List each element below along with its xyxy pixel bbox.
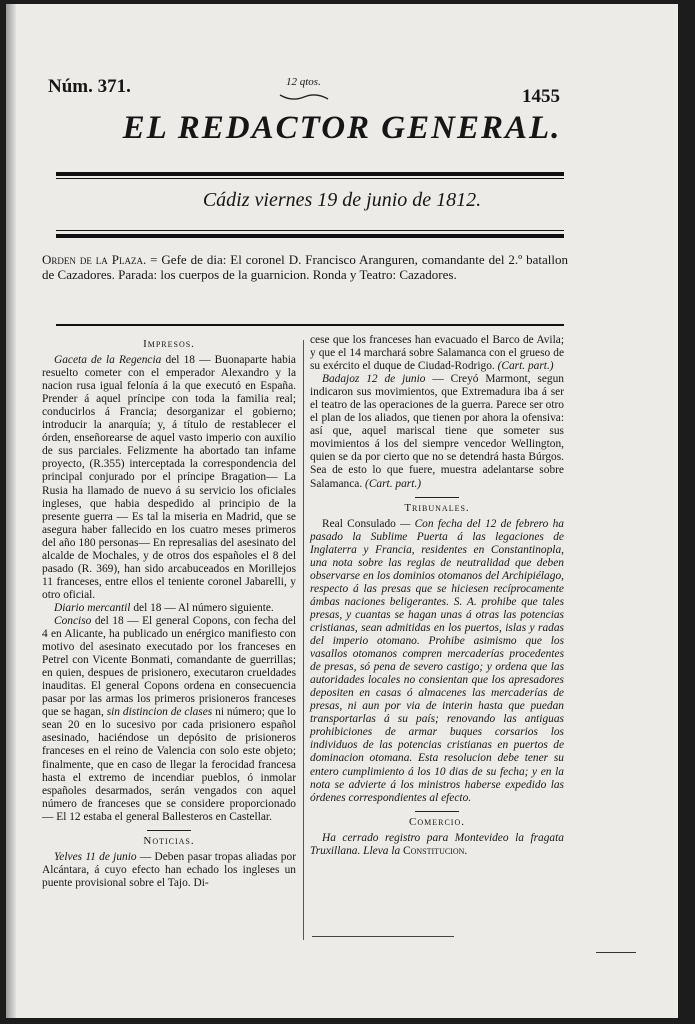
issue-price: 12 qtos.	[286, 76, 321, 88]
edge-rule	[596, 952, 636, 953]
newspaper-title: EL REDACTOR GENERAL.	[122, 110, 562, 146]
article-yelves	[42, 851, 296, 890]
article-comercio	[310, 832, 564, 858]
badajoz-source: (Cart. part.)	[362, 477, 422, 490]
article-diario	[42, 602, 296, 615]
page-binding-shadow	[6, 4, 16, 1018]
section-divider	[415, 497, 459, 498]
continuation-source: (Cart. part.)	[494, 360, 554, 373]
gaceta-title: Gaceta de la Regencia	[54, 354, 162, 367]
diario-title: Diario mercantil	[54, 601, 131, 614]
conciso-title: Conciso	[54, 614, 92, 627]
continuation-text: cese que los franceses han evacuado el Barco de Avila; y que el 14 marchará sobre Salamanca con el grueso de su exército el duque de Ciudad-Rodrigo.	[310, 334, 564, 373]
consulado-text: — Con fecha del 12 de febrero ha pasado la Sublime Puerta á las legaciones de Inglaterra y Francia, residentes en Constantinopla, una nota sobre las reglas de neutralidad que deben observarse en los dominios otomanos del Archipiélago, respecto á las presas que se hiciesen recíprocamente ámbas naciones beligerantes. S. A. prohibe que tales presas, y cuantas se hagan unas á otras las potencias cristianas, sean admitidas en los puertos, islas y radas del imperio otomano. Prohibe asimismo que los vasallos otomanos compren mercaderías procedentes de presas, só pena de severo castigo; y ordena que las autoridades locales no consientan que los apresadores depositen en casas ó almacenes las mercaderías de presas, ni aun por via de interin hasta que puedan transportarlas á su país; renovando las antiguas prohibiciones de armar buques corsarios los individuos de las potencias cristianas en puertos de dominacion otomana. Esta resolucion debe tener su entero cumplimiento á los 10 dias de su fecha; y en la nota se advierte á los ministros haberse expedido las órdenes correspondientes al efecto.	[310, 517, 565, 804]
orden-text: = Gefe de dia: El coronel D. Francisco Aranguren, comandante del 2.º batallon de Cazadores. Parada: los cuerpos de la guarnicion. Ronda y Teatro: Cazadores.	[42, 252, 569, 282]
article-conciso	[42, 615, 296, 824]
page-number: 1455	[522, 86, 560, 107]
article-continuation	[310, 334, 564, 373]
conciso-text-continued: ni número; que lo sean 20 en lo sucesivo por cada prisionero español asesinado, haciéndose un depósito de prisioneros franceses en el reino de Valencia con solo este objeto; finalmente, que en caso de llegar la ferocidad francesa hasta el extremo de incendiar pueblos, ó inmolar españoles desarmados, serán vengados con aquel número de franceses que se considere proporcionado — El 12 estaba el general Ballesteros en Castellar.	[42, 706, 296, 823]
diario-text: del 18 — Al número siguiente.	[130, 601, 274, 614]
consulado-title: Real Consulado	[322, 517, 396, 530]
column-divider	[303, 340, 304, 940]
yelves-text: — Deben pasar tropas aliadas por Alcántara, á cuyo efecto han echado los ingleses un puente provisional sobre el Tajo. Di-	[42, 850, 296, 889]
section-heading-noticias: Noticias.	[143, 834, 195, 847]
orden-de-la-plaza	[42, 252, 568, 282]
left-column	[42, 334, 296, 890]
yelves-title: Yelves 11 de junio	[54, 850, 137, 863]
section-heading-impresos: Impresos.	[143, 338, 195, 350]
section-heading-comercio: Comercio.	[409, 815, 465, 828]
columns-top-rule	[56, 324, 564, 326]
dateline: Cádiz viernes 19 de junio de 1812.	[202, 189, 482, 211]
section-heading-tribunales: Tribunales.	[404, 501, 470, 514]
masthead-rule-top	[56, 172, 564, 176]
issue-number: Núm. 371.	[48, 76, 131, 97]
comercio-emphasis: Constitucion.	[403, 844, 468, 857]
ornament-flourish-icon	[278, 92, 330, 102]
section-divider	[147, 830, 191, 831]
masthead-rule-top-thin	[56, 178, 564, 179]
dateline-rule-thin	[56, 230, 564, 231]
right-column	[310, 334, 564, 858]
bottom-rule	[312, 936, 454, 937]
conciso-italic-phrase: sin distincion de clases	[106, 706, 213, 719]
article-gaceta	[42, 354, 296, 602]
article-consulado	[310, 518, 564, 805]
badajoz-title: Badajoz 12 de junio	[322, 373, 426, 386]
conciso-text: del 18 — El general Copons, con fecha del 4 en Alicante, ha publicado un enérgico manifiesto con motivo del asesinato executado por los franceses en Petrel con Vicente Bonmati, comandante de guerrillas; en quien, despues de prisionero, executaron crueldades inauditas. El general Copons ordena en consecuencia pasar por las armas los primeros prisioneros franceses que se hagan,	[42, 614, 296, 719]
section-divider	[415, 811, 459, 812]
gaceta-text: del 18 — Buonaparte habia resuelto cometer con el emperador Alexandro y la nacion rusa igual felonía á la que executó en España. Prender á aquel príncipe con toda la familia real; conducirlos á Francia; desorganizar el gobierno; introducir la anarquía; y, á título de restablecer el órden, enseñorearse de aquel vasto imperio con auxilio de sus parciales. Felizmente ha abortado tan infame proyecto, (R.355) interceptada la correspondencia del principal conjurado por el príncipe Bragation— La Rusia ha llamado de nuevo á su servicio los oficiales ingleses, que habia despedido al principio de la presente guerra — Es tal la miseria en Madrid, que se asegura haber fallecido en los cuatro meses primeros del año 180 personas— En represalias del asesinato del alcalde de Mochales, y de otros dos españoles el 8 del pasado (R. 369), han sido arcabuceados en Morillejos 11 franceses, entre ellos el teniente coronel Jabarelli, y otro oficial.	[42, 354, 296, 601]
newspaper-page	[6, 4, 678, 1018]
orden-label: Orden de la Plaza.	[42, 252, 147, 267]
article-badajoz	[310, 373, 564, 490]
comercio-text: Ha cerrado registro para Montevideo la fragata Truxillana. Lleva la	[310, 831, 564, 857]
dateline-rule-thick	[56, 234, 564, 238]
badajoz-text: — Creyó Marmont, segun indicaron sus movimientos, que Extremadura iba á ser el teatro de las operaciones de la guerra. Parece ser otro el plan de los aliados, que tienen por ahora la ofensiva: así que, aquel mariscal tiene que someter sus movimientos á los del siempre vencedor Wellington, quien se da por cierto que no se detendrá hasta Búrgos. Sea de esto lo que fuere, muestra adelantarse sobre Salamanca.	[310, 373, 565, 490]
